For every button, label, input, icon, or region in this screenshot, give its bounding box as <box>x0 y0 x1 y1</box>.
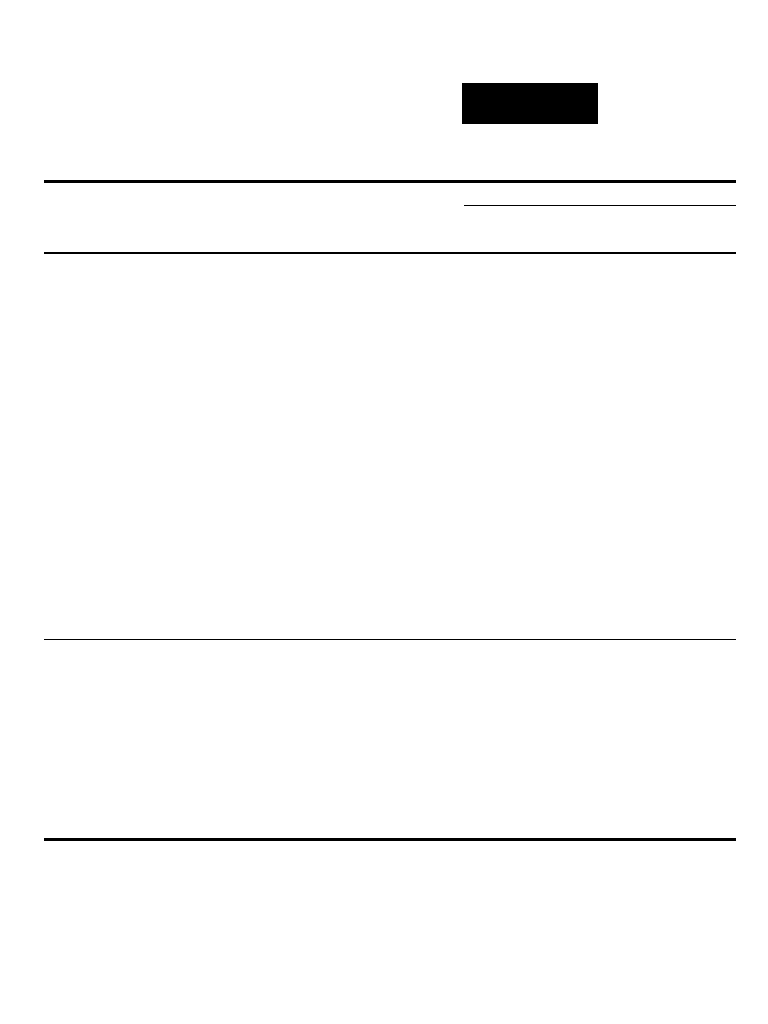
supply-air-underline <box>464 205 656 206</box>
cfm-underline <box>654 205 736 206</box>
section-divider-rule <box>44 639 736 640</box>
header-bottom-rule <box>44 252 736 254</box>
top-rule <box>44 180 736 183</box>
section-header-badge <box>462 83 598 124</box>
bottom-rule <box>44 838 736 841</box>
